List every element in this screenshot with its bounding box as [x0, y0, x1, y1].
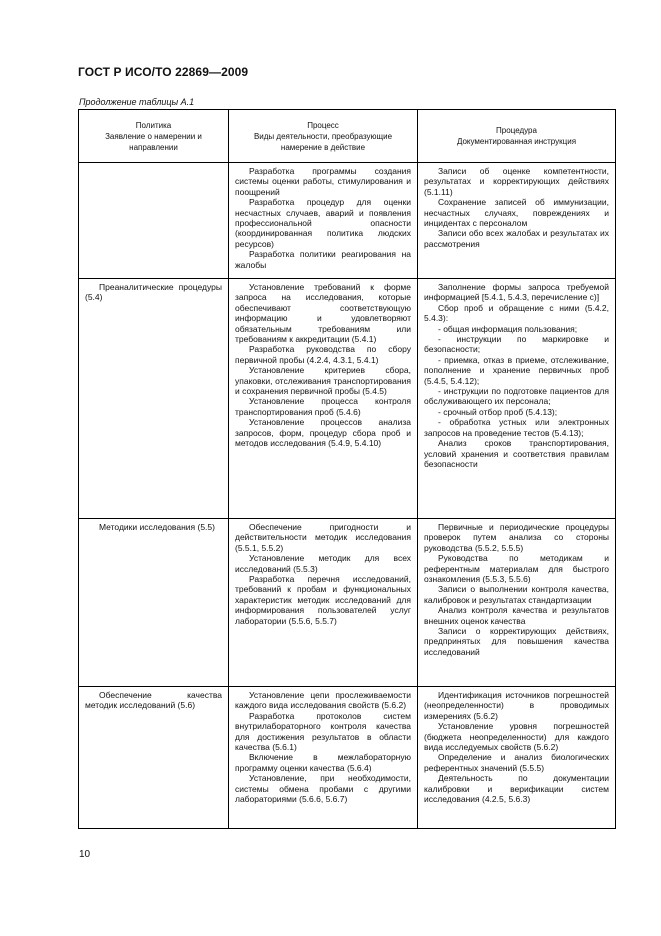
process-cell: Установление цепи прослеживаемости каждого вида исследования свойств (5.6.2) Разработка протоколов систем внутрилабораторного контроля качества для достижения результатов в области качества (5.6.1) Включение в межлабораторную программу оценки качества (5.6.4) Установление, при необходимости, системы обмена пробами с другими лабораториями (5.6.6, 5.6.7): [229, 687, 418, 829]
procedure-cell: Идентификация источников погрешностей (неопределенности) в проводимых измерениях (5.6.2) Установление уровня погрешностей (бюджета неопределенности) для каждого вида исследуемых свойств (5.6.2) Определение и анализ биологических референтных значений (5.5.5) Деятельность по документации калибровки и верификации систем исследования (4.2.5, 5.6.3): [418, 687, 616, 829]
table-caption: Продолжение таблицы А.1: [79, 97, 195, 107]
process-cell: Разработка программы создания системы оценки работы, стимулирования и поощрений Разработка процедур для оценки несчастных случаев, аварий и появления профессиональной опасности (координированная политика людских ресурсов) Разработка политики реагирования на жалобы: [229, 163, 418, 279]
column-header-process: Процесс Виды деятельности, преобразующие намерение в действие: [229, 110, 418, 163]
procedure-cell: Заполнение формы запроса требуемой информацией [5.4.1, 5.4.3, перечисление с)] Сбор проб и обращение с ними (5.4.2, 5.4.3): - общая информация пользования; - инструкции по маркировке и безопасности; - приемка, отказ в приеме, отслеживание, пополнение и хранение первичных проб (5.4.5, 5.4.12); - инструкции по подготовке пациентов для обслуживающего их персонала; - срочный отбор проб (5.4.13); - обработка устных или электронных запросов на проведение тестов (5.4.13); Анализ сроков транспортирования, условий хранения и соответствия правилам безопасности: [418, 279, 616, 519]
page-number: 10: [79, 849, 91, 860]
procedure-cell: Первичные и периодические процедуры проверок путем анализа со стороны руководства (5.5.2, 5.5.5) Руководства по методикам и референтным материалам для быстрого ознакомления (5.5.3, 5.5.6) Записи о выполнении контроля качества, калибровок и результатах стандартизации Анализ контроля качества и результатов внешних оценок качества Записи о корректирующих действиях, предпринятых для повышения качества исследований: [418, 519, 616, 687]
process-cell: Обеспечение пригодности и действительности методик исследования (5.5.1, 5.5.2) Установление методик для всех исследований (5.5.3) Разработка перечня исследований, требований к пробам и функциональных характеристик методик исследований для информирования пользователей услуг лаборатории (5.5.6, 5.5.7): [229, 519, 418, 687]
procedure-cell: Записи об оценке компетентности, результатах и корректирующих действиях (5.1.11) Сохранение записей об иммунизации, несчастных случаях, повреждениях и инцидентах с персоналом Записи обо всех жалобах и результатах их рассмотрения: [418, 163, 616, 279]
table-header-row: [79, 110, 616, 163]
table-row: [79, 519, 616, 687]
policy-process-procedure-table: [78, 109, 616, 829]
document-code-header: ГОСТ Р ИСО/ТО 22869—2009: [78, 65, 249, 79]
policy-cell: Преаналитические процедуры (5.4): [79, 279, 229, 519]
column-header-procedure: Процедура Документированная инструкция: [418, 110, 616, 163]
table-row: [79, 163, 616, 279]
table-row: [79, 687, 616, 829]
policy-cell: [79, 163, 229, 279]
policy-cell: Обеспечение качества методик исследований (5.6): [79, 687, 229, 829]
process-cell: Установление требований к форме запроса на исследования, которые обеспечивают соответствующую информацию и удовлетворяют обязательным требованиям или требованиям к аккредитации (5.4.1) Разработка руководства по сбору первичной пробы (4.2.4, 4.3.1, 5.4.1) Установление критериев сбора, упаковки, отслеживания транспортирования и сохранения первичной пробы (5.4.5) Установление процесса контроля транспортирования проб (5.4.6) Установление процессов анализа запросов, форм, процедур сбора проб и методов исследования (5.4.9, 5.4.10): [229, 279, 418, 519]
column-header-policy: Политика Заявление о намерении и направлении: [79, 110, 229, 163]
table-row: [79, 279, 616, 519]
policy-cell: Методики исследования (5.5): [79, 519, 229, 687]
